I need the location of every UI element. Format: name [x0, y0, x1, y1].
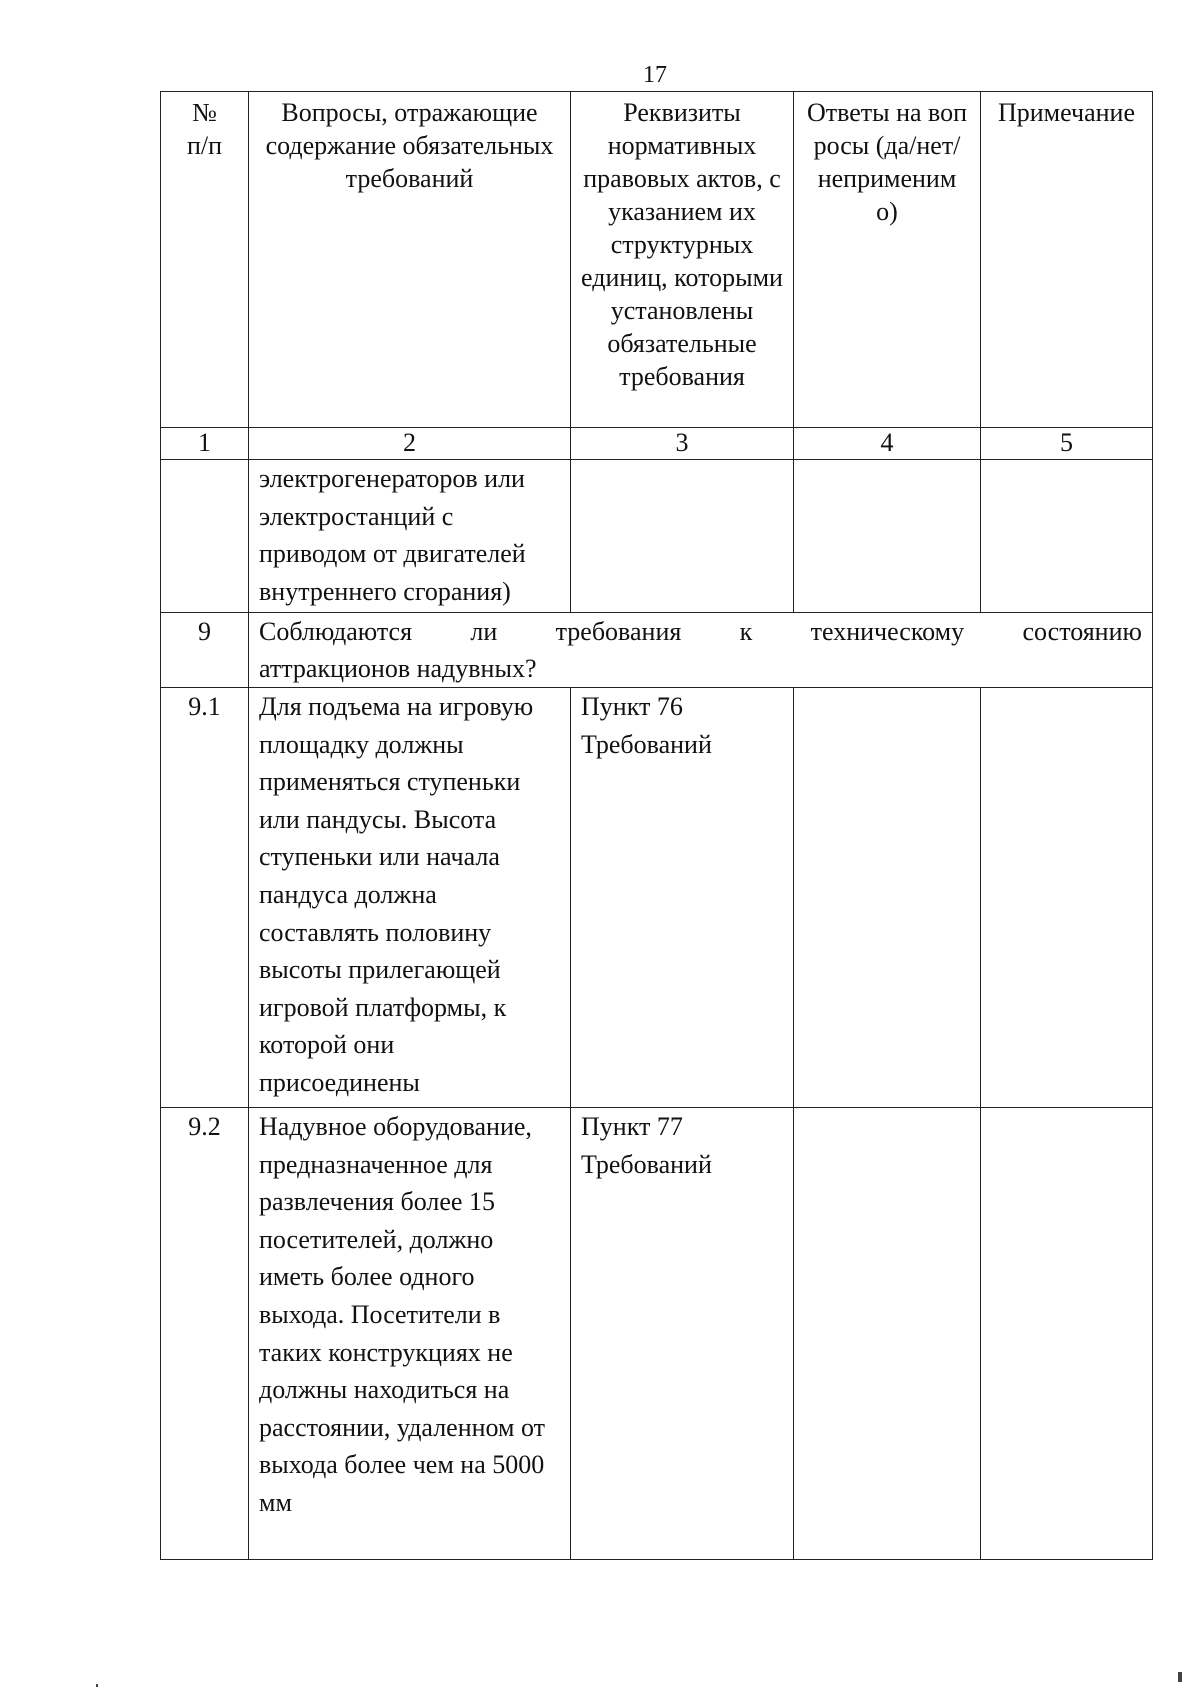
row-answer — [794, 688, 981, 1108]
column-number: 4 — [794, 428, 981, 460]
header-note-text: Примечание — [997, 98, 1136, 127]
row-note — [981, 460, 1153, 613]
column-number: 2 — [249, 428, 571, 460]
row-question: электрогенераторов или электростанций с приводом от двигателей внутреннего сгорания) — [249, 460, 571, 613]
table-row — [161, 688, 1153, 1108]
section-word: требования — [555, 617, 682, 646]
header-question — [249, 92, 571, 428]
requirements-table — [160, 91, 1153, 1560]
section-number: 9 — [161, 613, 249, 688]
row-note — [981, 688, 1153, 1108]
header-note — [981, 92, 1153, 428]
row-number: 9.2 — [161, 1108, 249, 1560]
table-row — [161, 1108, 1153, 1560]
header-answer-text: Ответы на вопросы (да/нет/ неприменим о) — [806, 98, 968, 226]
row-note — [981, 1108, 1153, 1560]
section-word: техническому — [810, 617, 965, 646]
section-word: к — [739, 617, 753, 646]
row-answer — [794, 460, 981, 613]
row-reference: Пункт 76 Требований — [571, 688, 794, 1108]
row-reference — [571, 460, 794, 613]
table-row — [161, 460, 1153, 613]
header-reference-text: Реквизиты нормативных правовых актов, с указанием их структурных единиц, которыми установлены обязательные требования — [581, 98, 783, 391]
header-number — [161, 92, 249, 428]
scan-artifact — [1178, 1672, 1182, 1682]
column-number-row — [161, 428, 1153, 460]
header-reference — [571, 92, 794, 428]
column-number: 1 — [161, 428, 249, 460]
header-question-text: Вопросы, отражающие содержание обязательных требований — [265, 98, 554, 193]
section-title-line1 — [259, 613, 1142, 650]
row-number — [161, 460, 249, 613]
row-number: 9.1 — [161, 688, 249, 1108]
column-number: 5 — [981, 428, 1153, 460]
row-answer — [794, 1108, 981, 1560]
section-title-line2: аттракционов надувных? — [259, 654, 537, 683]
section-word: состоянию — [1022, 617, 1142, 646]
section-word: ли — [470, 617, 498, 646]
table-header-row — [161, 92, 1153, 428]
header-number-text: № п/п — [186, 98, 223, 160]
header-answer — [794, 92, 981, 428]
column-number: 3 — [571, 428, 794, 460]
section-row — [161, 613, 1153, 688]
page-number: 17 — [643, 62, 667, 88]
row-question: Надувное оборудование, предназначенное для развлечения более 15 посетителей, должно иметь более одного выхода. Посетители в таких конструкциях не должны находиться на расстоянии, удаленном от выхода более чем на 5000 мм — [249, 1108, 571, 1560]
section-word: Соблюдаются — [259, 617, 413, 646]
scan-artifact — [96, 1684, 98, 1687]
section-title — [249, 613, 1153, 688]
row-reference: Пункт 77 Требований — [571, 1108, 794, 1560]
row-question: Для подъема на игровую площадку должны применяться ступеньки или пандусы. Высота ступеньки или начала пандуса должна составлять половину высоты прилегающей игровой платформы, к которой они присоединены — [249, 688, 571, 1108]
